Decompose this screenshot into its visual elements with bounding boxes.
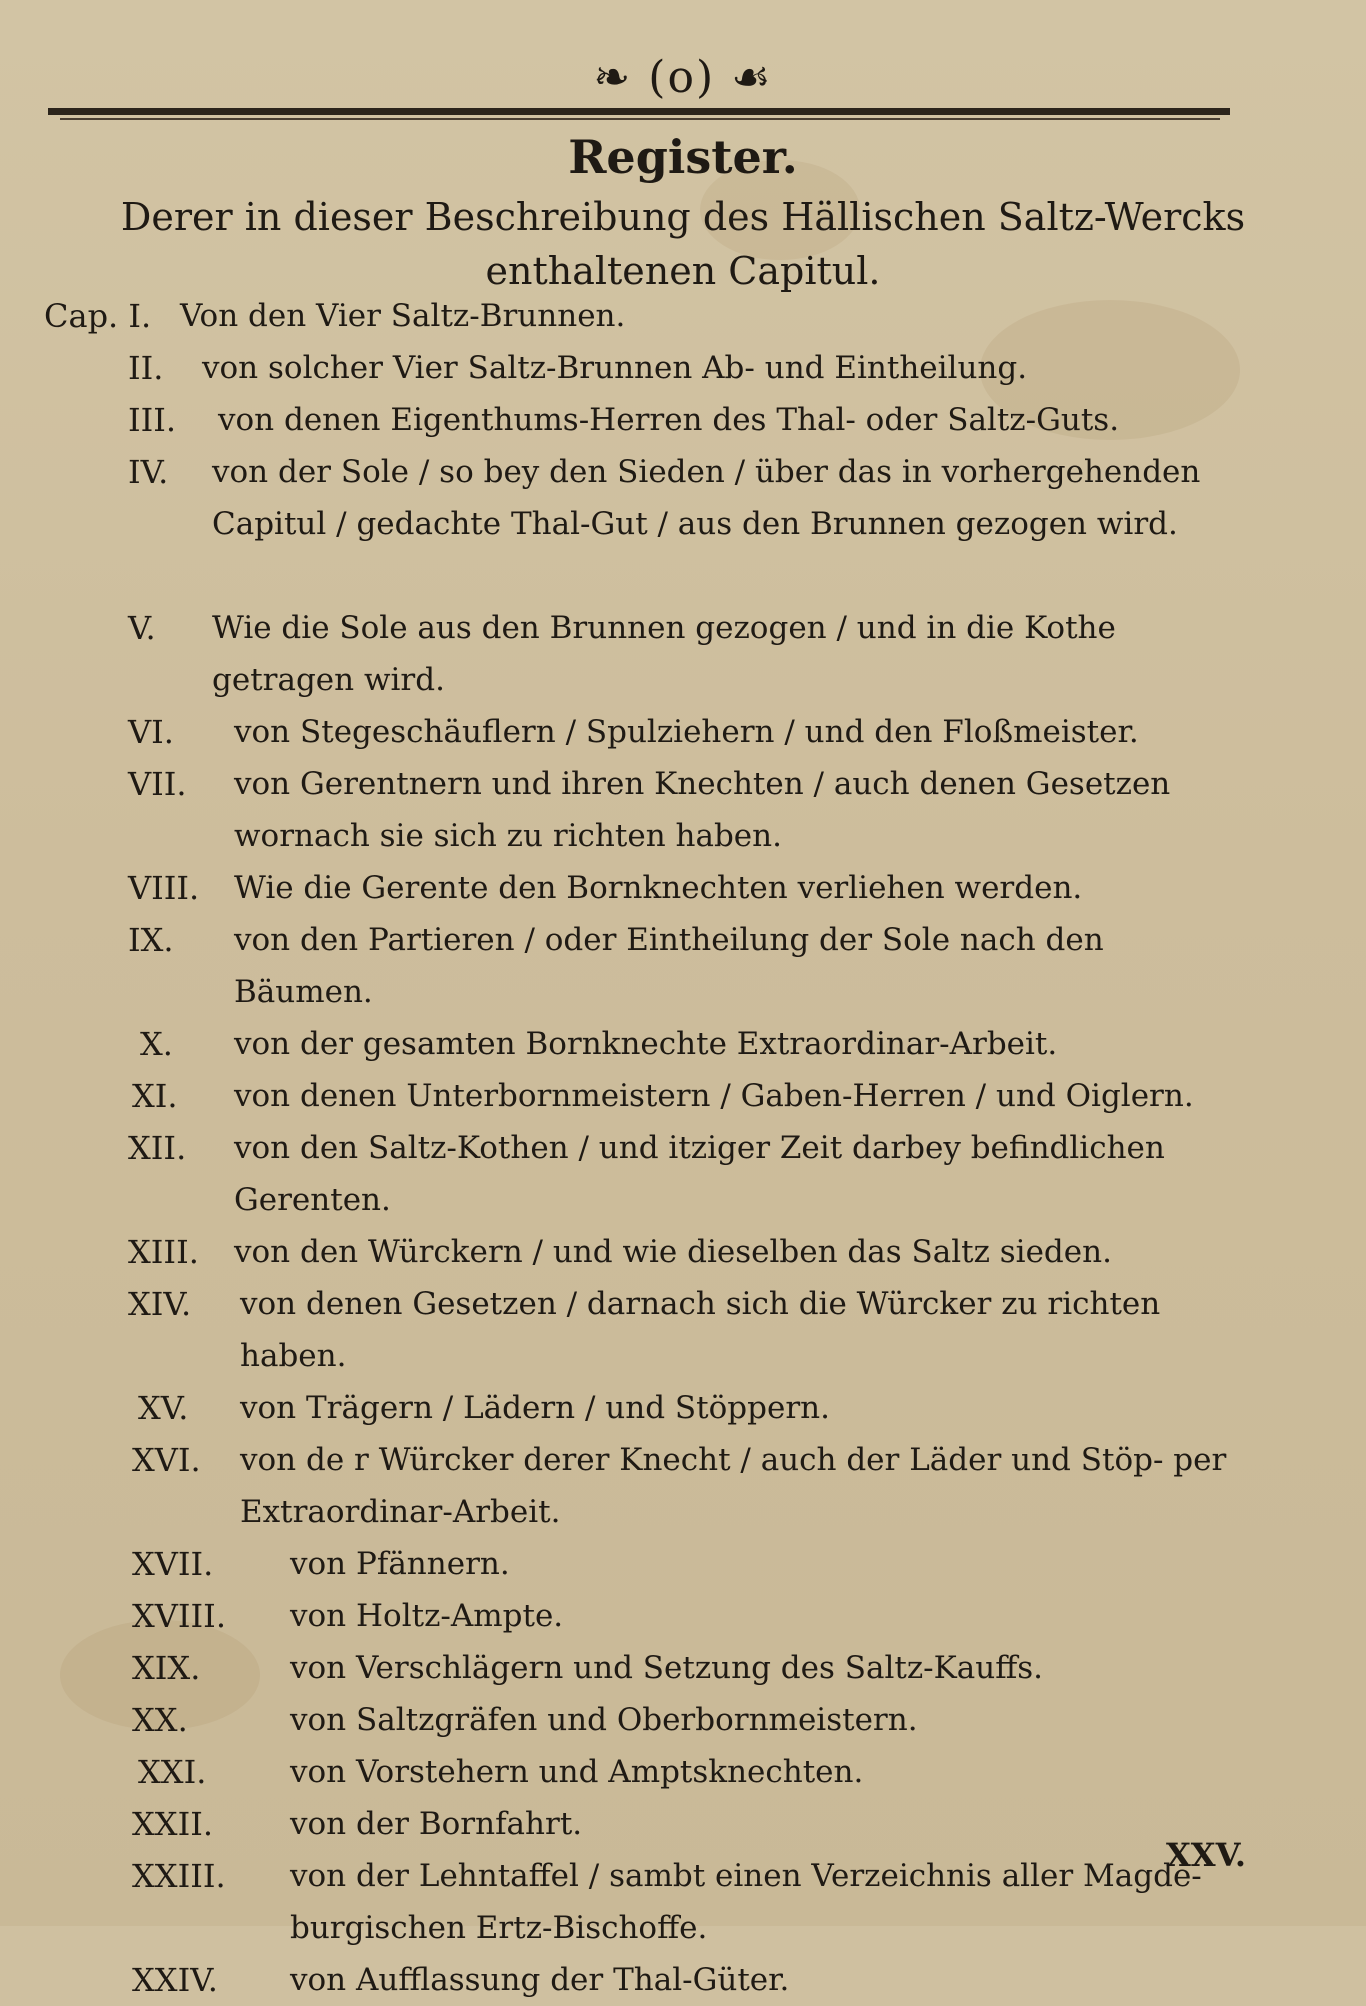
running-head bbox=[0, 52, 1366, 103]
chapter-title: von der gesamten Bornknechte Extraordinar-Arbeit. bbox=[234, 1026, 1058, 1062]
chapter-title: von Stegeschäuflern / Spulziehern / und den Floßmeister. bbox=[234, 714, 1139, 750]
chapter-number: II. bbox=[128, 349, 164, 387]
chapter-title: Wie die Sole aus den Brunnen gezogen / und in die Kothe getragen wird. bbox=[212, 610, 1116, 698]
chapter-number: XIII. bbox=[128, 1233, 199, 1271]
chapter-title: von der Bornfahrt. bbox=[290, 1806, 583, 1842]
chapter-title: von Aufflassung der Thal-Güter. bbox=[290, 1962, 790, 1998]
chapter-number: XXIII. bbox=[132, 1857, 226, 1895]
chapter-number: XV. bbox=[138, 1389, 189, 1427]
chapter-number: Cap. I. bbox=[44, 297, 152, 335]
chapter-number: XVIII. bbox=[132, 1597, 226, 1635]
chapter-number: XXIV. bbox=[132, 1961, 218, 1999]
chapter-number: VIII. bbox=[128, 869, 200, 907]
chapter-title: von den Saltz-Kothen / und itziger Zeit darbey befindlichen Gerenten. bbox=[234, 1130, 1165, 1218]
chapter-title: von Vorstehern und Amptsknechten. bbox=[290, 1754, 864, 1790]
page-title: Register. bbox=[568, 130, 798, 184]
chapter-number: XIV. bbox=[128, 1285, 192, 1323]
chapter-number: VI. bbox=[128, 713, 174, 751]
catchword: XXV. bbox=[1165, 1836, 1246, 1874]
page-subtitle: Derer in dieser Beschreibung des Hällischen Saltz-Wercks enthaltenen Capitul. bbox=[120, 195, 1246, 293]
chapter-number: IX. bbox=[128, 921, 174, 959]
header-rule bbox=[48, 108, 1230, 115]
chapter-title: von solcher Vier Saltz-Brunnen Ab- und Eintheilung. bbox=[202, 350, 1028, 386]
chapter-number: XXI. bbox=[138, 1753, 207, 1791]
chapter-number: XIX. bbox=[132, 1649, 201, 1687]
chapter-title: von Pfännern. bbox=[290, 1546, 510, 1582]
header-rule-thin bbox=[60, 118, 1220, 120]
chapter-title: Wie die Gerente den Bornknechten verliehen werden. bbox=[234, 870, 1083, 906]
page-mark: (o) bbox=[648, 52, 716, 103]
chapter-number: III. bbox=[128, 401, 177, 439]
chapter-number: XII. bbox=[128, 1129, 187, 1167]
chapter-number: XX. bbox=[132, 1701, 188, 1739]
chapter-title: von denen Unterbornmeistern / Gaben-Herren / und Oiglern. bbox=[234, 1078, 1194, 1114]
chapter-title: von Holtz-Ampte. bbox=[290, 1598, 564, 1634]
ornament-right-icon: ☙ bbox=[731, 52, 773, 103]
chapter-title: von den Partieren / oder Eintheilung der Sole nach den Bäumen. bbox=[234, 922, 1104, 1010]
chapter-title: Von den Vier Saltz-Brunnen. bbox=[180, 298, 626, 334]
chapter-number: X. bbox=[140, 1025, 173, 1063]
chapter-title: von Trägern / Lädern / und Stöppern. bbox=[240, 1390, 830, 1426]
chapter-title: von denen Eigenthums-Herren des Thal- oder Saltz-Guts. bbox=[218, 402, 1120, 438]
chapter-title: von Gerentnern und ihren Knechten / auch denen Gesetzen wornach sie sich zu richten haben. bbox=[234, 766, 1171, 854]
ornament-left-icon: ❧ bbox=[593, 52, 633, 103]
chapter-title: von Saltzgräfen und Oberbornmeistern. bbox=[290, 1702, 918, 1738]
chapter-number: XI. bbox=[132, 1077, 178, 1115]
chapter-number: IV. bbox=[128, 453, 169, 491]
chapter-title: von denen Gesetzen / darnach sich die Würcker zu richten haben. bbox=[240, 1286, 1161, 1374]
chapter-number: VII. bbox=[128, 765, 187, 803]
chapter-title: von der Lehntaffel / sambt einen Verzeichnis aller Magde- burgischen Ertz-Bischoffe. bbox=[290, 1858, 1202, 1946]
chapter-title: von de r Würcker derer Knecht / auch der Läder und Stöp- per Extraordinar-Arbeit. bbox=[240, 1442, 1227, 1530]
chapter-number: V. bbox=[128, 609, 156, 647]
chapter-title: von Verschlägern und Setzung des Saltz-Kauffs. bbox=[290, 1650, 1044, 1686]
chapter-number: XVI. bbox=[132, 1441, 201, 1479]
chapter-title: von der Sole / so bey den Sieden / über das in vorhergehenden Capitul / gedachte Thal-Gut / aus den Brunnen gezogen wird. bbox=[212, 454, 1201, 542]
chapter-number: XXII. bbox=[132, 1805, 214, 1843]
chapter-title: von den Würckern / und wie dieselben das Saltz sieden. bbox=[234, 1234, 1112, 1270]
chapter-number: XVII. bbox=[132, 1545, 214, 1583]
